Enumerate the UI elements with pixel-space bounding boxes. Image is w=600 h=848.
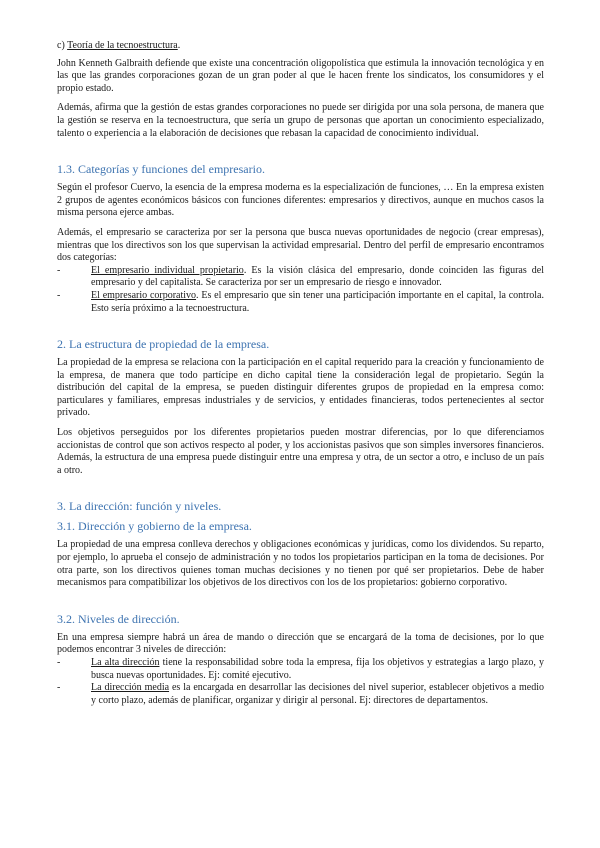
heading-1-3: 1.3. Categorías y funciones del empresario. [57,162,265,177]
list-term: La alta dirección [91,657,160,668]
section-c-paragraph-2: Además, afirma que la gestión de estas grandes corporaciones no puede ser dirigida por una sola persona, de manera que la gestión se reserva en la tecnoestructura, que sería un grupo de personas que aportan un conocimiento especializado, talento o experiencia a la elaboración de decisiones que rebasan la capacidad de conocimiento individual. [57,102,544,139]
list-item-direccion-media [57,682,544,707]
list-term: La dirección media [91,682,170,694]
list-text: tiene la responsabilidad sobre toda la empresa, fija los objetivos y estrategias a largo plazo, y busca nuevas oportunidades. Ej: comité ejecutivo. [91,657,544,681]
list-dash: - [57,682,61,694]
list-text: . Es el empresario que sin tener una participación importante en el capital, la controla. Esto sería próximo a la tecnoestructura. [91,289,544,314]
list-dash: - [57,289,61,301]
list-term: El empresario individual propietario [91,264,244,276]
section-c-prefix: c) [57,40,65,51]
section-2-paragraph-1: La propiedad de la empresa se relaciona con la participación en el capital requerido para la creación y funcionamiento de la empresa, de manera que todo partícipe en dicho capital tiene la consideración legal de propietario. Según la distribución del capital de la empresa, se pueden distinguir diferentes grupos de propiedad en la empresa como: particulares y familiares, empresas industriales y de servicios, y entidades financieras, todos pertenecientes al sector privado. [57,357,544,419]
section-c-title-end: . [177,40,181,51]
heading-3-1: 3.1. Dirección y gobierno de la empresa. [57,519,252,534]
list-dash: - [57,264,61,276]
list-text: . Es la visión clásica del empresario, donde coinciden las figuras del empresario y del capitalista. Se caracteriza por ser un empresario de riesgo e innovador. [91,264,544,289]
heading-2: 2. La estructura de propiedad de la empresa. [57,337,270,352]
section-c-title: Teoría de la tecnoestructura [67,40,178,51]
list-term: El empresario corporativo [91,289,197,301]
list-text: es la encargada en desarrollar las decisiones del nivel superior, establecer objetivos a medio y corto plazo, además de planificar, organizar y dirigir al personal. Ej: directores de departamentos. [91,682,545,706]
section-1-3-paragraph-2: Además, el empresario se caracteriza por ser la persona que busca nuevas oportunidades de negocio (crear empresas), mientras que los directivos son los que supervisan la actividad empresarial. Dentro del perfil de empresario encontramos dos categorías: [57,226,544,264]
heading-3: 3. La dirección: función y niveles. [57,499,222,514]
list-item-empresario-individual [57,265,544,290]
section-3-1-paragraph-1: La propiedad de una empresa conlleva derechos y obligaciones económicas y jurídicas, como los dividendos. Su reparto, por ejemplo, lo aprueba el consejo de administración y no todos los propietarios participan en la toma de decisiones. Por otra parte, son los directivos quienes toman muchas decisiones y no tienen por qué ser propietarios. Debe de haber mecanismos para compatibilizar los objetivos de los directivos con los de los propietarios: gobierno corporativo. [57,539,544,589]
section-1-3-paragraph-1: Según el profesor Cuervo, la esencia de la empresa moderna es la especialización de funciones, … En la empresa existen 2 grupos de agentes económicos básicos con funciones diferentes: empresarios y directivos, aunque en muchos casos la misma persona ejerce ambas. [57,182,544,219]
heading-3-2: 3.2. Niveles de dirección. [57,611,180,626]
section-3-2-paragraph-1: En una empresa siempre habrá un área de mando o dirección que se encargará de la toma de decisiones, por lo que podemos encontrar 3 niveles de dirección: [57,631,544,656]
section-c-paragraph-1: John Kenneth Galbraith defiende que existe una concentración oligopolística que estimula la innovación tecnológica y en las que las grandes corporaciones gozan de un gran poder al que le hacen frente los sindicatos, los consumidores y el propio estado. [57,57,544,94]
list-dash: - [57,657,61,668]
section-2-paragraph-2: Los objetivos perseguidos por los diferentes propietarios pueden mostrar diferencias, por lo que diferenciamos accionistas de control que son activos respecto al poder, y los accionistas pasivos que son simples inversores financieros. Además, la estructura de una empresa puede distinguir entre una empresa y otra, de un sector a otro, e incluso de un país a otro. [57,427,544,476]
list-item-empresario-corporativo [57,290,544,315]
list-item-alta-direccion [57,657,544,682]
section-c-title-line [57,40,544,53]
